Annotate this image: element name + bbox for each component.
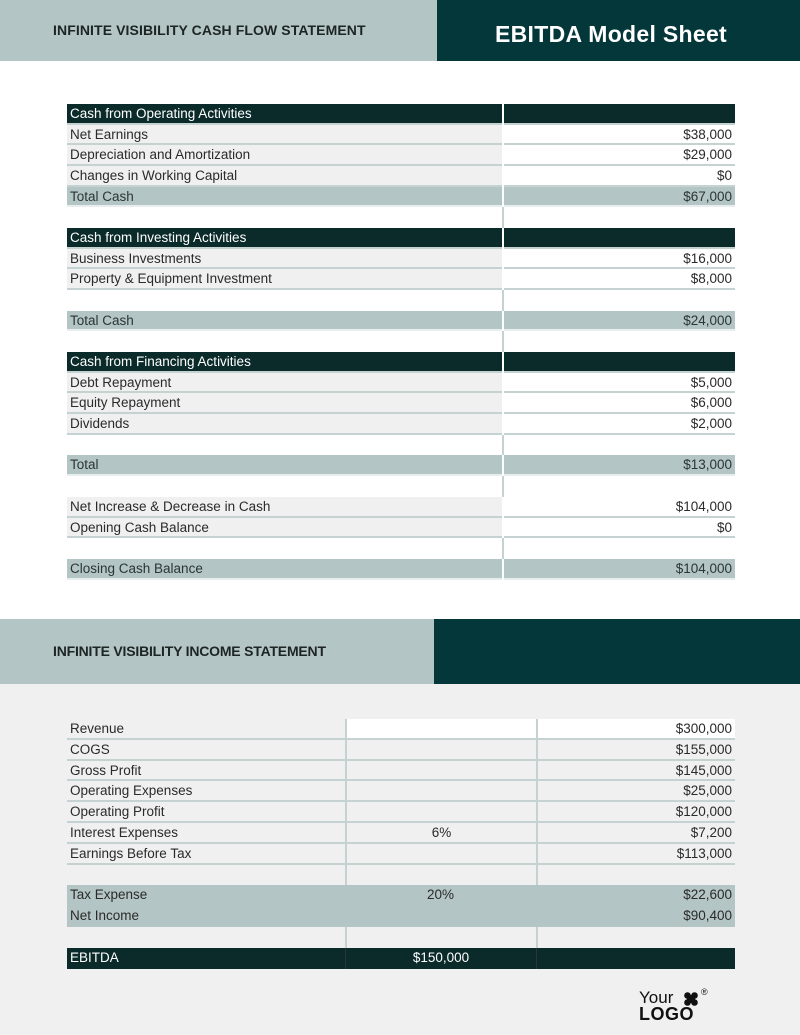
table-row bbox=[67, 518, 735, 539]
row-value: $22,600 bbox=[536, 885, 735, 906]
row-label: Dividends bbox=[67, 414, 502, 435]
row-value: $25,000 bbox=[536, 781, 735, 802]
operating-activities-table bbox=[67, 104, 735, 228]
row-label: Net Earnings bbox=[67, 125, 502, 146]
cash-flow-statement-title: INFINITE VISIBILITY CASH FLOW STATEMENT bbox=[53, 22, 366, 38]
ebitda-label: EBITDA bbox=[67, 948, 345, 969]
row-rate bbox=[345, 781, 536, 802]
table-row bbox=[67, 740, 735, 761]
row-value: $113,000 bbox=[536, 844, 735, 865]
logo-line2: LOGO bbox=[639, 1004, 694, 1024]
net-income-row bbox=[67, 906, 735, 927]
section-header-row bbox=[67, 228, 735, 249]
row-label: Property & Equipment Investment bbox=[67, 269, 502, 290]
tax-expense-row bbox=[67, 885, 735, 906]
row-value: $8,000 bbox=[504, 269, 735, 290]
row-value: $6,000 bbox=[504, 393, 735, 414]
income-statement-header bbox=[0, 619, 800, 684]
section-header-row bbox=[67, 352, 735, 373]
row-label: Revenue bbox=[67, 719, 345, 740]
header-left-panel bbox=[0, 0, 437, 61]
spacer-row bbox=[67, 290, 735, 311]
spacer-row bbox=[67, 927, 735, 948]
table-row bbox=[67, 269, 735, 290]
financing-activities-table bbox=[67, 352, 735, 580]
ebitda-value: $150,000 bbox=[345, 948, 536, 969]
section-heading: Cash from Investing Activities bbox=[67, 228, 502, 249]
total-label: Total Cash bbox=[67, 187, 502, 208]
row-label: Interest Expenses bbox=[67, 823, 345, 844]
row-rate bbox=[345, 906, 536, 927]
spacer-row bbox=[67, 207, 735, 228]
row-rate bbox=[345, 844, 536, 865]
total-label: Closing Cash Balance bbox=[67, 559, 502, 580]
total-value: $67,000 bbox=[504, 187, 735, 208]
table-row bbox=[67, 166, 735, 187]
row-value: $38,000 bbox=[504, 125, 735, 146]
row-value: $16,000 bbox=[504, 249, 735, 270]
row-value: $155,000 bbox=[536, 740, 735, 761]
total-value: $104,000 bbox=[504, 559, 735, 580]
row-label: Business Investments bbox=[67, 249, 502, 270]
table-row bbox=[67, 414, 735, 435]
table-row bbox=[67, 761, 735, 782]
row-value: $120,000 bbox=[536, 802, 735, 823]
row-rate bbox=[345, 761, 536, 782]
table-row bbox=[67, 249, 735, 270]
spacer-row bbox=[67, 538, 735, 559]
row-label: Opening Cash Balance bbox=[67, 518, 502, 539]
table-row bbox=[67, 125, 735, 146]
row-label: COGS bbox=[67, 740, 345, 761]
section-heading: Cash from Financing Activities bbox=[67, 352, 502, 373]
total-label: Total Cash bbox=[67, 311, 502, 332]
table-row bbox=[67, 823, 735, 844]
section-header-row bbox=[67, 104, 735, 125]
spacer-row bbox=[67, 435, 735, 456]
total-row bbox=[67, 455, 735, 476]
table-row bbox=[67, 393, 735, 414]
row-value: $104,000 bbox=[504, 497, 735, 518]
table-row bbox=[67, 844, 735, 865]
row-value: $7,200 bbox=[536, 823, 735, 844]
total-label: Total bbox=[67, 455, 502, 476]
table-row bbox=[67, 719, 735, 740]
row-label: Equity Repayment bbox=[67, 393, 502, 414]
income-statement-title: INFINITE VISIBILITY INCOME STATEMENT bbox=[53, 643, 326, 659]
total-row bbox=[67, 187, 735, 208]
closing-balance-row bbox=[67, 559, 735, 580]
row-label: Changes in Working Capital bbox=[67, 166, 502, 187]
row-value: $90,400 bbox=[536, 906, 735, 927]
row-rate bbox=[345, 740, 536, 761]
row-value: $300,000 bbox=[536, 719, 735, 740]
spacer-row bbox=[67, 865, 735, 886]
row-label: Depreciation and Amortization bbox=[67, 145, 502, 166]
row-value: $5,000 bbox=[504, 373, 735, 394]
table-row bbox=[67, 373, 735, 394]
total-value: $24,000 bbox=[504, 311, 735, 332]
row-label: Gross Profit bbox=[67, 761, 345, 782]
row-rate: 20% bbox=[345, 885, 536, 906]
table-row bbox=[67, 802, 735, 823]
row-value: $2,000 bbox=[504, 414, 735, 435]
table-row bbox=[67, 497, 735, 518]
row-label: Net Increase & Decrease in Cash bbox=[67, 497, 502, 518]
row-rate bbox=[345, 719, 536, 740]
row-label: Operating Expenses bbox=[67, 781, 345, 802]
row-rate bbox=[345, 802, 536, 823]
page-header bbox=[0, 0, 800, 61]
row-label: Debt Repayment bbox=[67, 373, 502, 394]
logo-line1: Your bbox=[639, 988, 674, 1007]
total-row bbox=[67, 311, 735, 332]
row-value: $29,000 bbox=[504, 145, 735, 166]
row-rate: 6% bbox=[345, 823, 536, 844]
income-statement-table bbox=[67, 719, 735, 969]
row-value: $0 bbox=[504, 518, 735, 539]
row-label: Net Income bbox=[67, 906, 345, 927]
company-logo bbox=[639, 989, 719, 1025]
row-label: Earnings Before Tax bbox=[67, 844, 345, 865]
header-right-panel bbox=[437, 0, 800, 61]
table-row bbox=[67, 145, 735, 166]
row-value: $0 bbox=[504, 166, 735, 187]
spacer-row bbox=[67, 331, 735, 352]
section-heading: Cash from Operating Activities bbox=[67, 104, 502, 125]
page-title: EBITDA Model Sheet bbox=[495, 21, 728, 47]
table-row bbox=[67, 781, 735, 802]
row-label: Tax Expense bbox=[67, 885, 345, 906]
registered-mark: ® bbox=[701, 987, 708, 997]
row-value: $145,000 bbox=[536, 761, 735, 782]
total-value: $13,000 bbox=[504, 455, 735, 476]
spacer-row bbox=[67, 476, 735, 497]
investing-activities-table bbox=[67, 228, 735, 352]
row-label: Operating Profit bbox=[67, 802, 345, 823]
ebitda-row bbox=[67, 948, 735, 969]
